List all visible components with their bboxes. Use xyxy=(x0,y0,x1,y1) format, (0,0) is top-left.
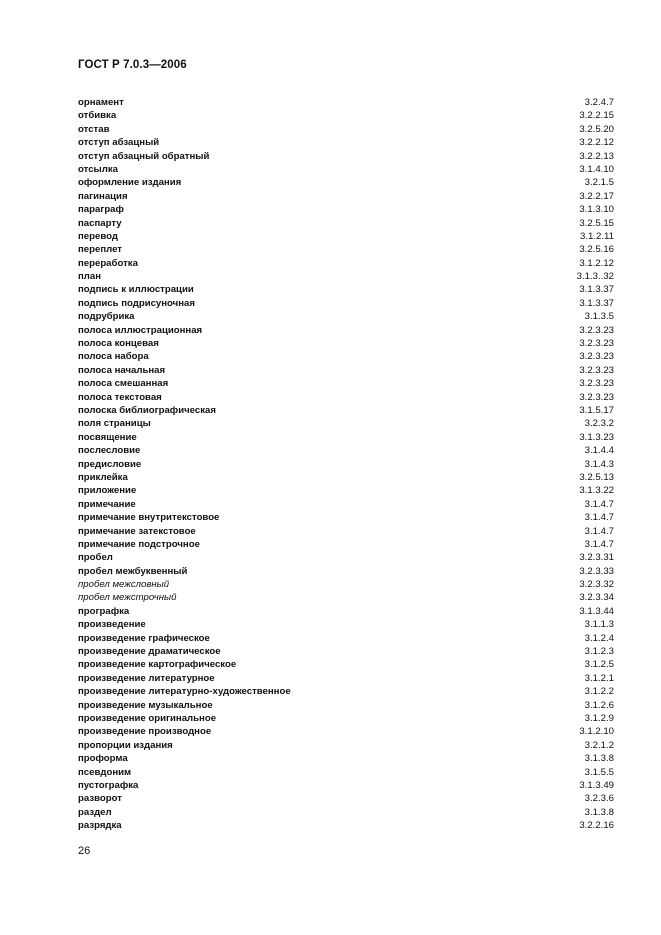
index-term: предисловие xyxy=(78,458,142,470)
index-term: переработка xyxy=(78,257,138,269)
index-entry xyxy=(78,350,614,363)
index-entry xyxy=(78,819,614,832)
index-entry xyxy=(78,310,614,323)
index-reference: 3.1.3.44 xyxy=(579,605,614,617)
index-term: произведение xyxy=(78,619,146,631)
index-entry xyxy=(78,525,614,538)
index-reference: 3.1.2.11 xyxy=(580,230,614,242)
index-term: примечание подстрочное xyxy=(78,538,200,550)
index-entry xyxy=(78,618,614,631)
index-reference: 3.1.3.23 xyxy=(579,431,614,443)
document-header: ГОСТ Р 7.0.3—2006 xyxy=(78,59,187,71)
index-term: перевод xyxy=(78,230,118,242)
index-term: произведение музыкальное xyxy=(78,699,213,711)
index-reference: 3.2.2.16 xyxy=(579,820,614,832)
index-term: разрядка xyxy=(78,820,122,832)
index-reference: 3.1.3.37 xyxy=(579,297,614,309)
index-term: произведение драматическое xyxy=(78,646,221,658)
index-reference: 3.1.3.49 xyxy=(579,779,614,791)
index-entry xyxy=(78,458,614,471)
index-term: пустографка xyxy=(78,779,139,791)
index-reference: 3.1.2.9 xyxy=(584,712,614,724)
index-entry xyxy=(78,591,614,604)
index-reference: 3.2.3.23 xyxy=(579,378,614,390)
index-entry xyxy=(78,632,614,645)
index-entry xyxy=(78,444,614,457)
index-entry xyxy=(78,391,614,404)
index-term: проформа xyxy=(78,753,128,765)
index-entry xyxy=(78,150,614,163)
index-reference: 3.1.2.12 xyxy=(579,257,614,269)
index-entry xyxy=(78,123,614,136)
index-entry xyxy=(78,109,614,122)
index-term: план xyxy=(78,271,102,283)
index-term: отстав xyxy=(78,123,110,135)
index-entry xyxy=(78,792,614,805)
index-term: переплет xyxy=(78,244,122,256)
index-reference: 3.1.3.5 xyxy=(584,311,614,323)
index-term: произведение литературное xyxy=(78,672,215,684)
index-reference: 3.2.3.2 xyxy=(584,418,614,430)
index-entry xyxy=(78,672,614,685)
index-term: паспарту xyxy=(78,217,122,229)
index-term: псевдоним xyxy=(78,766,132,778)
index-reference: 3.1.2.4 xyxy=(584,632,614,644)
index-reference: 3.1.2.3 xyxy=(584,646,614,658)
index-term: разворот xyxy=(78,793,122,805)
index-reference: 3.1.5.17 xyxy=(579,404,614,416)
index-term: пагинация xyxy=(78,190,128,202)
index-term: полоса текстовая xyxy=(78,391,162,403)
index-entry xyxy=(78,779,614,792)
index-reference: 3.1.3.10 xyxy=(579,204,614,216)
index-reference: 3.1.2.10 xyxy=(579,726,614,738)
index-term: произведение литературно-художественное xyxy=(78,686,291,698)
index-entry xyxy=(78,605,614,618)
index-reference: 3.2.2.12 xyxy=(579,137,614,149)
index-reference: 3.1.1.3 xyxy=(584,619,614,631)
index-reference: 3.2.3.31 xyxy=(579,552,614,564)
index-term: отсылка xyxy=(78,163,118,175)
index-term: приложение xyxy=(78,485,137,497)
index-term: прографка xyxy=(78,605,130,617)
index-reference: 3.2.2.15 xyxy=(579,110,614,122)
index-entry xyxy=(78,658,614,671)
index-reference: 3.1.3.8 xyxy=(584,806,614,818)
index-term: приклейка xyxy=(78,471,128,483)
index-reference: 3.2.3.23 xyxy=(579,391,614,403)
index-term: подпись подрисуночная xyxy=(78,297,195,309)
index-reference: 3.1.3..32 xyxy=(576,271,614,283)
index-reference: 3.1.3.22 xyxy=(579,485,614,497)
index-term: раздел xyxy=(78,806,112,818)
index-reference: 3.1.2.5 xyxy=(584,659,614,671)
index-entry xyxy=(78,404,614,417)
index-term: пробел межсловный xyxy=(78,579,170,591)
index-term: произведение производное xyxy=(78,726,212,738)
index-reference: 3.2.3.32 xyxy=(579,579,614,591)
index-entry xyxy=(78,324,614,337)
index-entry xyxy=(78,163,614,176)
index-reference: 3.1.2.2 xyxy=(584,686,614,698)
index-entry xyxy=(78,337,614,350)
index-reference: 3.2.3.34 xyxy=(579,592,614,604)
index-entry xyxy=(78,685,614,698)
page-number: 26 xyxy=(78,845,91,857)
index-term: посвящение xyxy=(78,431,137,443)
index-reference: 3.2.5.20 xyxy=(579,123,614,135)
index-entry xyxy=(78,96,614,109)
index-entry xyxy=(78,806,614,819)
index-term: полоса иллюстрационная xyxy=(78,324,203,336)
index-term: пробел xyxy=(78,552,113,564)
index-reference: 3.1.4.7 xyxy=(584,538,614,550)
index-entry xyxy=(78,645,614,658)
index-reference: 3.1.5.5 xyxy=(584,766,614,778)
index-entry xyxy=(78,766,614,779)
index-entry xyxy=(78,699,614,712)
index-term: подпись к иллюстрации xyxy=(78,284,194,296)
index-term: подрубрика xyxy=(78,311,135,323)
index-entry xyxy=(78,498,614,511)
index-entry xyxy=(78,712,614,725)
index-entry xyxy=(78,578,614,591)
index-term: полоса смешанная xyxy=(78,378,169,390)
index-term: произведение графическое xyxy=(78,632,210,644)
index-entry xyxy=(78,739,614,752)
index-entry xyxy=(78,136,614,149)
index-entry xyxy=(78,217,614,230)
index-reference: 3.1.4.7 xyxy=(584,525,614,537)
index-reference: 3.1.2.6 xyxy=(584,699,614,711)
index-term: полоса концевая xyxy=(78,338,159,350)
index-term: полоска библиографическая xyxy=(78,404,216,416)
index-reference: 3.2.1.2 xyxy=(584,739,614,751)
index-term: параграф xyxy=(78,204,124,216)
index-term: послесловие xyxy=(78,445,141,457)
index-reference: 3.2.5.13 xyxy=(579,471,614,483)
index-term: оформление издания xyxy=(78,177,182,189)
index-term: пропорции издания xyxy=(78,739,173,751)
index-reference: 3.1.4.7 xyxy=(584,498,614,510)
index-term: отступ абзацный обратный xyxy=(78,150,210,162)
index-reference: 3.2.2.13 xyxy=(579,150,614,162)
index-reference: 3.2.3.23 xyxy=(579,351,614,363)
index-term: отступ абзацный xyxy=(78,137,160,149)
index-reference: 3.2.5.16 xyxy=(579,244,614,256)
index-reference: 3.2.3.23 xyxy=(579,364,614,376)
index-entry xyxy=(78,270,614,283)
index-reference: 3.1.4.10 xyxy=(579,163,614,175)
index-term: поля страницы xyxy=(78,418,151,430)
index-term: пробел межстрочный xyxy=(78,592,177,604)
index-reference: 3.2.3.6 xyxy=(584,793,614,805)
index-term: полоса начальная xyxy=(78,364,166,376)
index-term: примечание затекстовое xyxy=(78,525,196,537)
index-entry xyxy=(78,752,614,765)
subject-index-list xyxy=(78,96,614,832)
index-entry xyxy=(78,417,614,430)
index-entry xyxy=(78,283,614,296)
index-reference: 3.2.2.17 xyxy=(579,190,614,202)
index-entry xyxy=(78,190,614,203)
index-term: орнамент xyxy=(78,97,124,108)
index-entry xyxy=(78,484,614,497)
index-reference: 3.2.1.5 xyxy=(584,177,614,189)
index-reference: 3.2.5.15 xyxy=(579,217,614,229)
index-term: произведение оригинальное xyxy=(78,712,217,724)
index-reference: 3.1.3.37 xyxy=(579,284,614,296)
index-term: полоса набора xyxy=(78,351,149,363)
index-entry xyxy=(78,297,614,310)
index-entry xyxy=(78,364,614,377)
index-entry xyxy=(78,725,614,738)
index-entry xyxy=(78,538,614,551)
index-entry xyxy=(78,511,614,524)
index-entry xyxy=(78,257,614,270)
index-term: отбивка xyxy=(78,110,117,122)
index-reference: 3.1.3.8 xyxy=(584,753,614,765)
index-reference: 3.2.4.7 xyxy=(584,97,614,108)
index-entry xyxy=(78,471,614,484)
index-reference: 3.1.4.4 xyxy=(584,445,614,457)
index-entry xyxy=(78,243,614,256)
index-reference: 3.1.2.1 xyxy=(584,672,614,684)
index-reference: 3.2.3.23 xyxy=(579,338,614,350)
index-reference: 3.1.4.7 xyxy=(584,512,614,524)
index-reference: 3.1.4.3 xyxy=(584,458,614,470)
index-term: произведение картографическое xyxy=(78,659,237,671)
index-entry xyxy=(78,176,614,189)
index-term: пробел межбуквенный xyxy=(78,565,188,577)
index-term: примечание внутритекстовое xyxy=(78,512,220,524)
index-reference: 3.2.3.23 xyxy=(579,324,614,336)
index-entry xyxy=(78,565,614,578)
index-entry xyxy=(78,203,614,216)
index-entry xyxy=(78,377,614,390)
index-entry xyxy=(78,431,614,444)
index-entry xyxy=(78,230,614,243)
index-reference: 3.2.3.33 xyxy=(579,565,614,577)
index-term: примечание xyxy=(78,498,136,510)
index-entry xyxy=(78,551,614,564)
